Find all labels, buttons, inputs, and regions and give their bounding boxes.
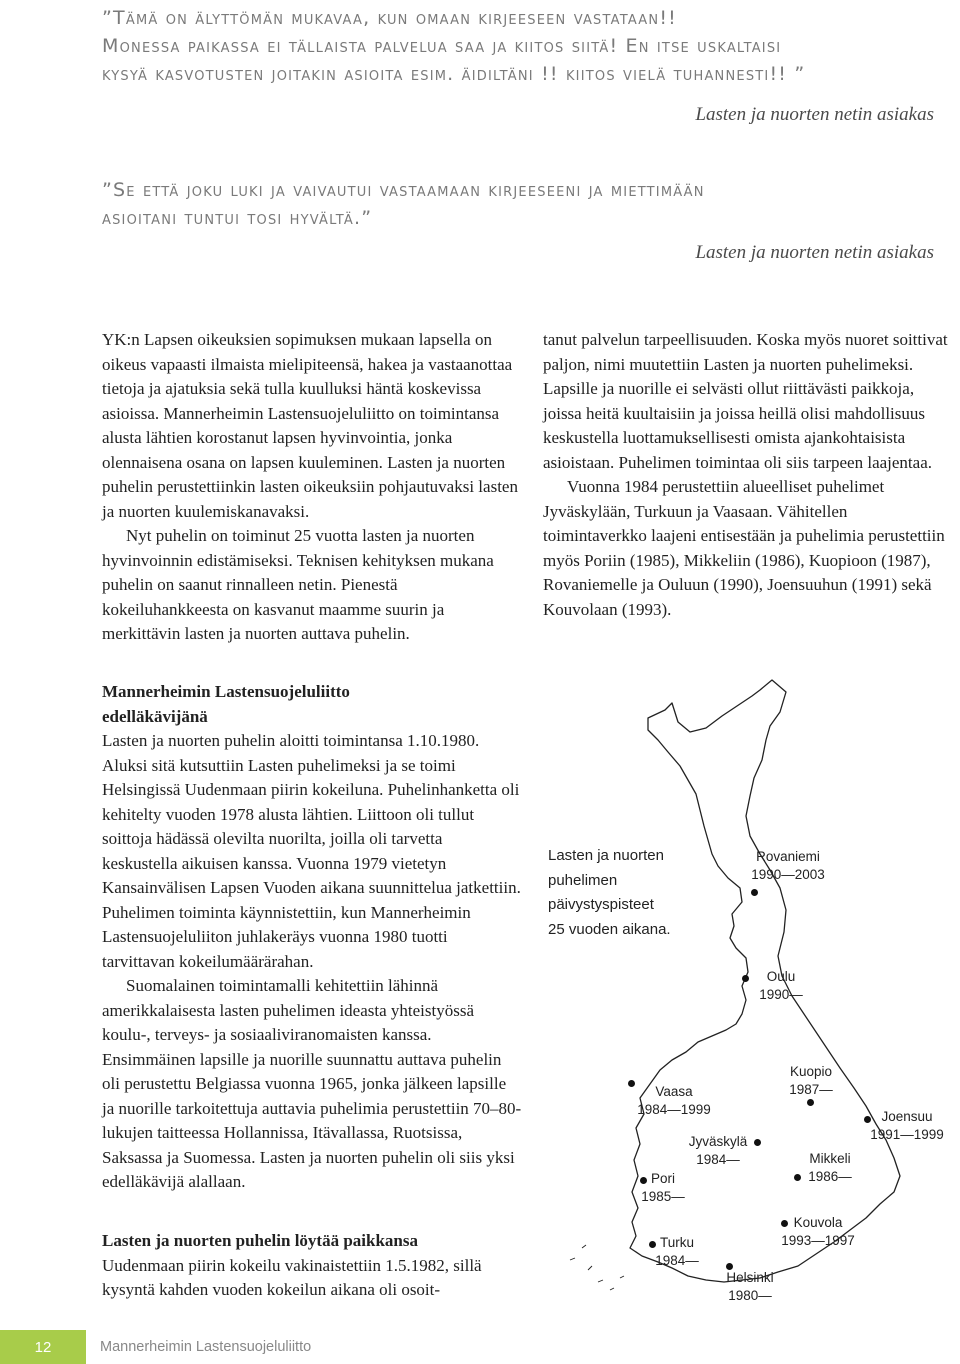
paragraph: Nyt puhelin on toiminut 25 vuotta lasten ja nuorten hyvinvoinnin edistämiseksi. Teknisen kehityksen mukana puhelin on saanut rinnalleen netin. Pienestä kokeiluhankkeesta on kasvanut maamme suurin ja merkittävin lasten ja nuorten auttava puhelin. [102,526,494,643]
page-number: 12 [34,1338,52,1356]
city-years: 1990—2003 [751,867,825,882]
quote-2-line: asioitani tuntui tosi hyvältä.” [102,207,373,229]
city-name: Helsinki [726,1270,774,1285]
finland-coast-islands [570,1245,624,1290]
city-years: 1990— [759,987,803,1002]
city-label-turku [650,1234,704,1270]
city-label-kouvola [778,1214,858,1250]
city-name: Jyväskylä [688,1134,748,1149]
quote-1-line: kysyä kasvotusten joitakin asioita esim. äidiltäni !! kiitos vielä tuhannesti!! ” [102,63,806,85]
city-name: Rovaniemi [756,849,820,864]
city-label-helsinki [720,1269,780,1305]
quote-1 [102,4,805,88]
city-label-jyvaskyla [680,1133,756,1169]
caption-line: päivystyspisteet [548,896,654,913]
paragraph: Vuonna 1984 perustettiin alueelliset puhelimet Jyväskylään, Turkuun ja Vaasaan. Vähitellen toimintaverkko laajeni entisestään ja puhelimia perustettiin myös Poriin (1985), Mikkeliin (1986), Kuopioon (1987), Rovaniemelle ja Ouluun (1990), Joensuuhun (1991) sekä Kouvolaan (1993). [543,477,945,619]
city-name: Vaasa [655,1084,693,1099]
city-label-oulu [756,968,806,1004]
footer-organization: Mannerheimin Lastensuojeluliitto [100,1339,312,1355]
city-marker [742,975,749,982]
establishment-section [102,1229,522,1303]
paragraph: YK:n Lapsen oikeuksien sopimuksen mukaan lapsella on oikeus vapaasti ilmaista mielipiteensä, hakea ja vastaanottaa tietoja ja ajatuksia sekä tulla kuulluksi häntä koskevissa asioissa. Mannerheimin Lastensuojeluliitto on toimintansa alusta lähtien korostanut lapsen hyvinvointia, jonka olennaisena osana on lapsen kuuleminen. Lasten ja nuorten puhelin perustettiinkin lasten oikeuksiin pohjautuvaksi lasten ja nuorten kuulemiskanavaksi. [102,330,518,521]
city-years: 1985— [641,1189,685,1204]
city-marker [751,889,758,896]
intro-column-right [543,328,948,622]
city-label-pori [640,1170,686,1206]
city-label-vaasa [634,1083,714,1119]
city-name: Kouvola [793,1215,843,1230]
quote-1-attribution: Lasten ja nuorten netin asiakas [695,104,934,125]
paragraph: Suomalainen toimintamalli kehitettiin lähinnä amerikkalaisesta lasten puhelimen ideasta yhteistyössä koulu-, terveys- ja sosiaaliviranomaisten kanssa. Ensimmäinen lapsille ja nuorille suunnattu auttava puhelin oli perustettu Belgiassa vuonna 1965, jonka jälkeen lapsille ja nuorille tarkoitettuja auttavia puhelimia perustettiin 70–80-lukujen taitteessa Hollannissa, Itävallassa, Ruotsissa, Saksassa ja Suomessa. Lasten ja nuorten puhelin oli siis yksi edelläkävijä alallaan. [102,976,522,1191]
city-years: 1984— [655,1253,699,1268]
heading-line: Mannerheimin Lastensuojeluliitto [102,682,350,701]
city-name: Joensuu [881,1109,933,1124]
city-marker [807,1099,814,1106]
city-years: 1993—1997 [781,1233,855,1248]
finland-map [540,670,960,1310]
city-years: 1984—1999 [637,1102,711,1117]
intro-column-left [102,328,522,647]
city-label-rovaniemi [738,848,838,884]
map-caption [548,844,698,942]
quote-1-line: ”Tämä on älyttömän mukavaa, kun omaan kirjeeseen vastataan!! [102,7,677,29]
caption-line: puhelimen [548,871,618,889]
caption-line: 25 vuoden aikana. [548,920,671,938]
city-label-joensuu [866,1108,948,1144]
section-heading [102,680,522,729]
paragraph: tanut palvelun tarpeellisuuden. Koska myös nuoret soittivat paljon, nimi muutettiin Lasten ja nuorten puhelimeksi. Lapsille ja nuorille ei selvästi ollut riittävästi paikkoja, joissa heitä kuultaisiin ja joissa heillä olisi mahdollisuus keskustella luottamuksellisesti omista ajankohtaisista asioistaan. Puhelimen toimintaa oli siis tarpeen laajentaa. [543,330,948,472]
city-label-mikkeli [800,1150,860,1186]
paragraph: Lasten ja nuorten puhelin aloitti toimintansa 1.10.1980. Aluksi sitä kutsuttiin Lasten puhelimeksi ja se toimi Helsingissä Uudenmaan piirin kokeiluna. Puhelinhanketta oli kehitelty vuoden 1978 alusta lähtien. Liittoon oli tullut soittoja hädässä olevilta nuorilta, joilla oli tarvetta keskustella aikuisen kanssa. Vuonna 1979 vietetyn Kansainvälisen Lapsen Vuoden aikana suunnittelua jatkettiin. Puhelimen toiminta käynnistettiin, kun Mannerheimin Lastensuojeluliiton juhlakeräys vuonna 1980 tuotti tarvittavan kokeilumäärärahan. [102,731,521,971]
city-years: 1987— [789,1082,833,1097]
city-years: 1980— [728,1288,772,1303]
quote-2-attribution: Lasten ja nuorten netin asiakas [695,242,934,263]
city-name: Mikkeli [809,1151,851,1166]
city-years: 1991—1999 [870,1127,944,1142]
quote-2-line: ”Se että joku luki ja vaivautui vastaamaan kirjeeseeni ja miettimään [102,179,705,201]
city-name: Oulu [766,969,796,984]
city-name: Kuopio [789,1064,833,1079]
heading-line: edelläkävijänä [102,706,208,726]
city-label-kuopio [781,1063,841,1099]
quote-1-line: Monessa paikassa ei tällaista palvelua saa ja kiitos siitä! En itse uskaltaisi [102,35,782,57]
city-years: 1984— [696,1152,740,1167]
city-name: Pori [650,1171,675,1186]
city-years: 1986— [808,1169,852,1184]
history-section [102,680,522,1195]
paragraph: Uudenmaan piirin kokeilu vakinaistettiin 1.5.1982, sillä kysyntä kahden vuoden kokeilun aikana oli osoit- [102,1255,482,1299]
page-number-box [0,1330,86,1364]
section-heading: Lasten ja nuorten puhelin löytää paikkansa [102,1231,418,1250]
city-name: Turku [659,1235,694,1250]
quote-2 [102,176,705,232]
caption-line: Lasten ja nuorten [548,847,664,864]
